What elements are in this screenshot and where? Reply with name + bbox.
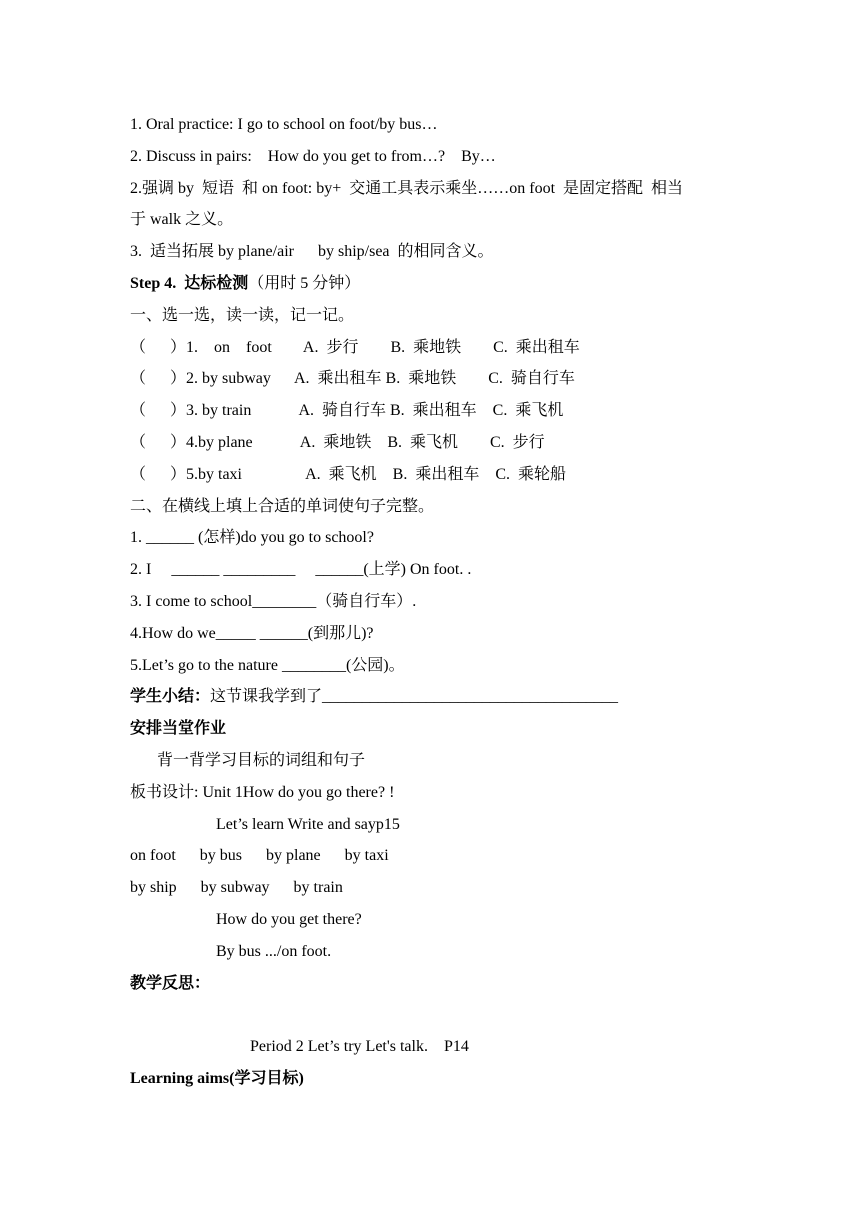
fill-item-5: 5.Let’s go to the nature ________(公园)。 (130, 657, 405, 674)
period-title: Period 2 Let’s try Let's talk. P14 (250, 1038, 469, 1055)
choice-item-4: （ ）4.by plane A. 乘地铁 B. 乘飞机 C. 步行 (130, 434, 545, 451)
board-answer: By bus .../on foot. (216, 943, 332, 960)
emphasis-line: 2.强调 by 短语 和 on foot: by+ 交通工具表示乘坐……on foot 是固定搭配 相当 (130, 180, 684, 197)
fill-item-1: 1. ______ (怎样)do you go to school? (130, 529, 374, 546)
fill-item-3: 3. I come to school________（骑自行车）. (130, 593, 417, 610)
board-subtitle: Let’s learn Write and sayp15 (216, 816, 400, 833)
fill-item-2: 2. I ______ _________ ______(上学) On foot. . (130, 561, 472, 578)
extension-line: 3. 适当拓展 by plane/air by ship/sea 的相同含义。 (130, 243, 494, 260)
board-phrases-1: on foot by bus by plane by taxi (130, 847, 389, 864)
student-summary-line (130, 687, 618, 707)
emphasis-line-cont: 于 walk 之义。 (130, 211, 234, 228)
board-design-line: 板书设计: Unit 1How do you go there? ! (130, 784, 395, 801)
step4-heading (130, 274, 360, 294)
step4-title: Step 4. 达标检测 (130, 275, 249, 292)
oral-practice-line: 1. Oral practice: I go to school on foot/by bus… (130, 116, 438, 133)
fill-item-4: 4.How do we_____ ______(到那儿)? (130, 625, 374, 642)
choice-item-3: （ ）3. by train A. 骑自行车 B. 乘出租车 C. 乘飞机 (130, 402, 564, 419)
section-two-title: 二、在横线上填上合适的单词使句子完整。 (130, 498, 435, 515)
homework-text: 背一背学习目标的词组和句子 (157, 752, 366, 769)
choice-item-5: （ ）5.by taxi A. 乘飞机 B. 乘出租车 C. 乘轮船 (130, 466, 567, 483)
choice-item-1: （ ）1. on foot A. 步行 B. 乘地铁 C. 乘出租车 (130, 339, 580, 356)
homework-heading: 安排当堂作业 (130, 720, 227, 737)
step4-time: （用时 5 分钟） (248, 275, 361, 292)
board-phrases-2: by ship by subway by train (130, 879, 343, 896)
choice-item-2: （ ）2. by subway A. 乘出租车 B. 乘地铁 C. 骑自行车 (130, 370, 575, 387)
discuss-pairs-line: 2. Discuss in pairs: How do you get to from…? By… (130, 148, 496, 165)
board-question: How do you get there? (216, 911, 362, 928)
learning-aims-heading: Learning aims(学习目标) (130, 1070, 304, 1087)
reflection-heading: 教学反思： (130, 975, 211, 992)
student-summary-blank: 这节课我学到了_____________________________________ (210, 688, 619, 705)
section-one-title: 一、选一选，读一读，记一记。 (130, 307, 355, 324)
student-summary-label: 学生小结： (130, 688, 211, 705)
